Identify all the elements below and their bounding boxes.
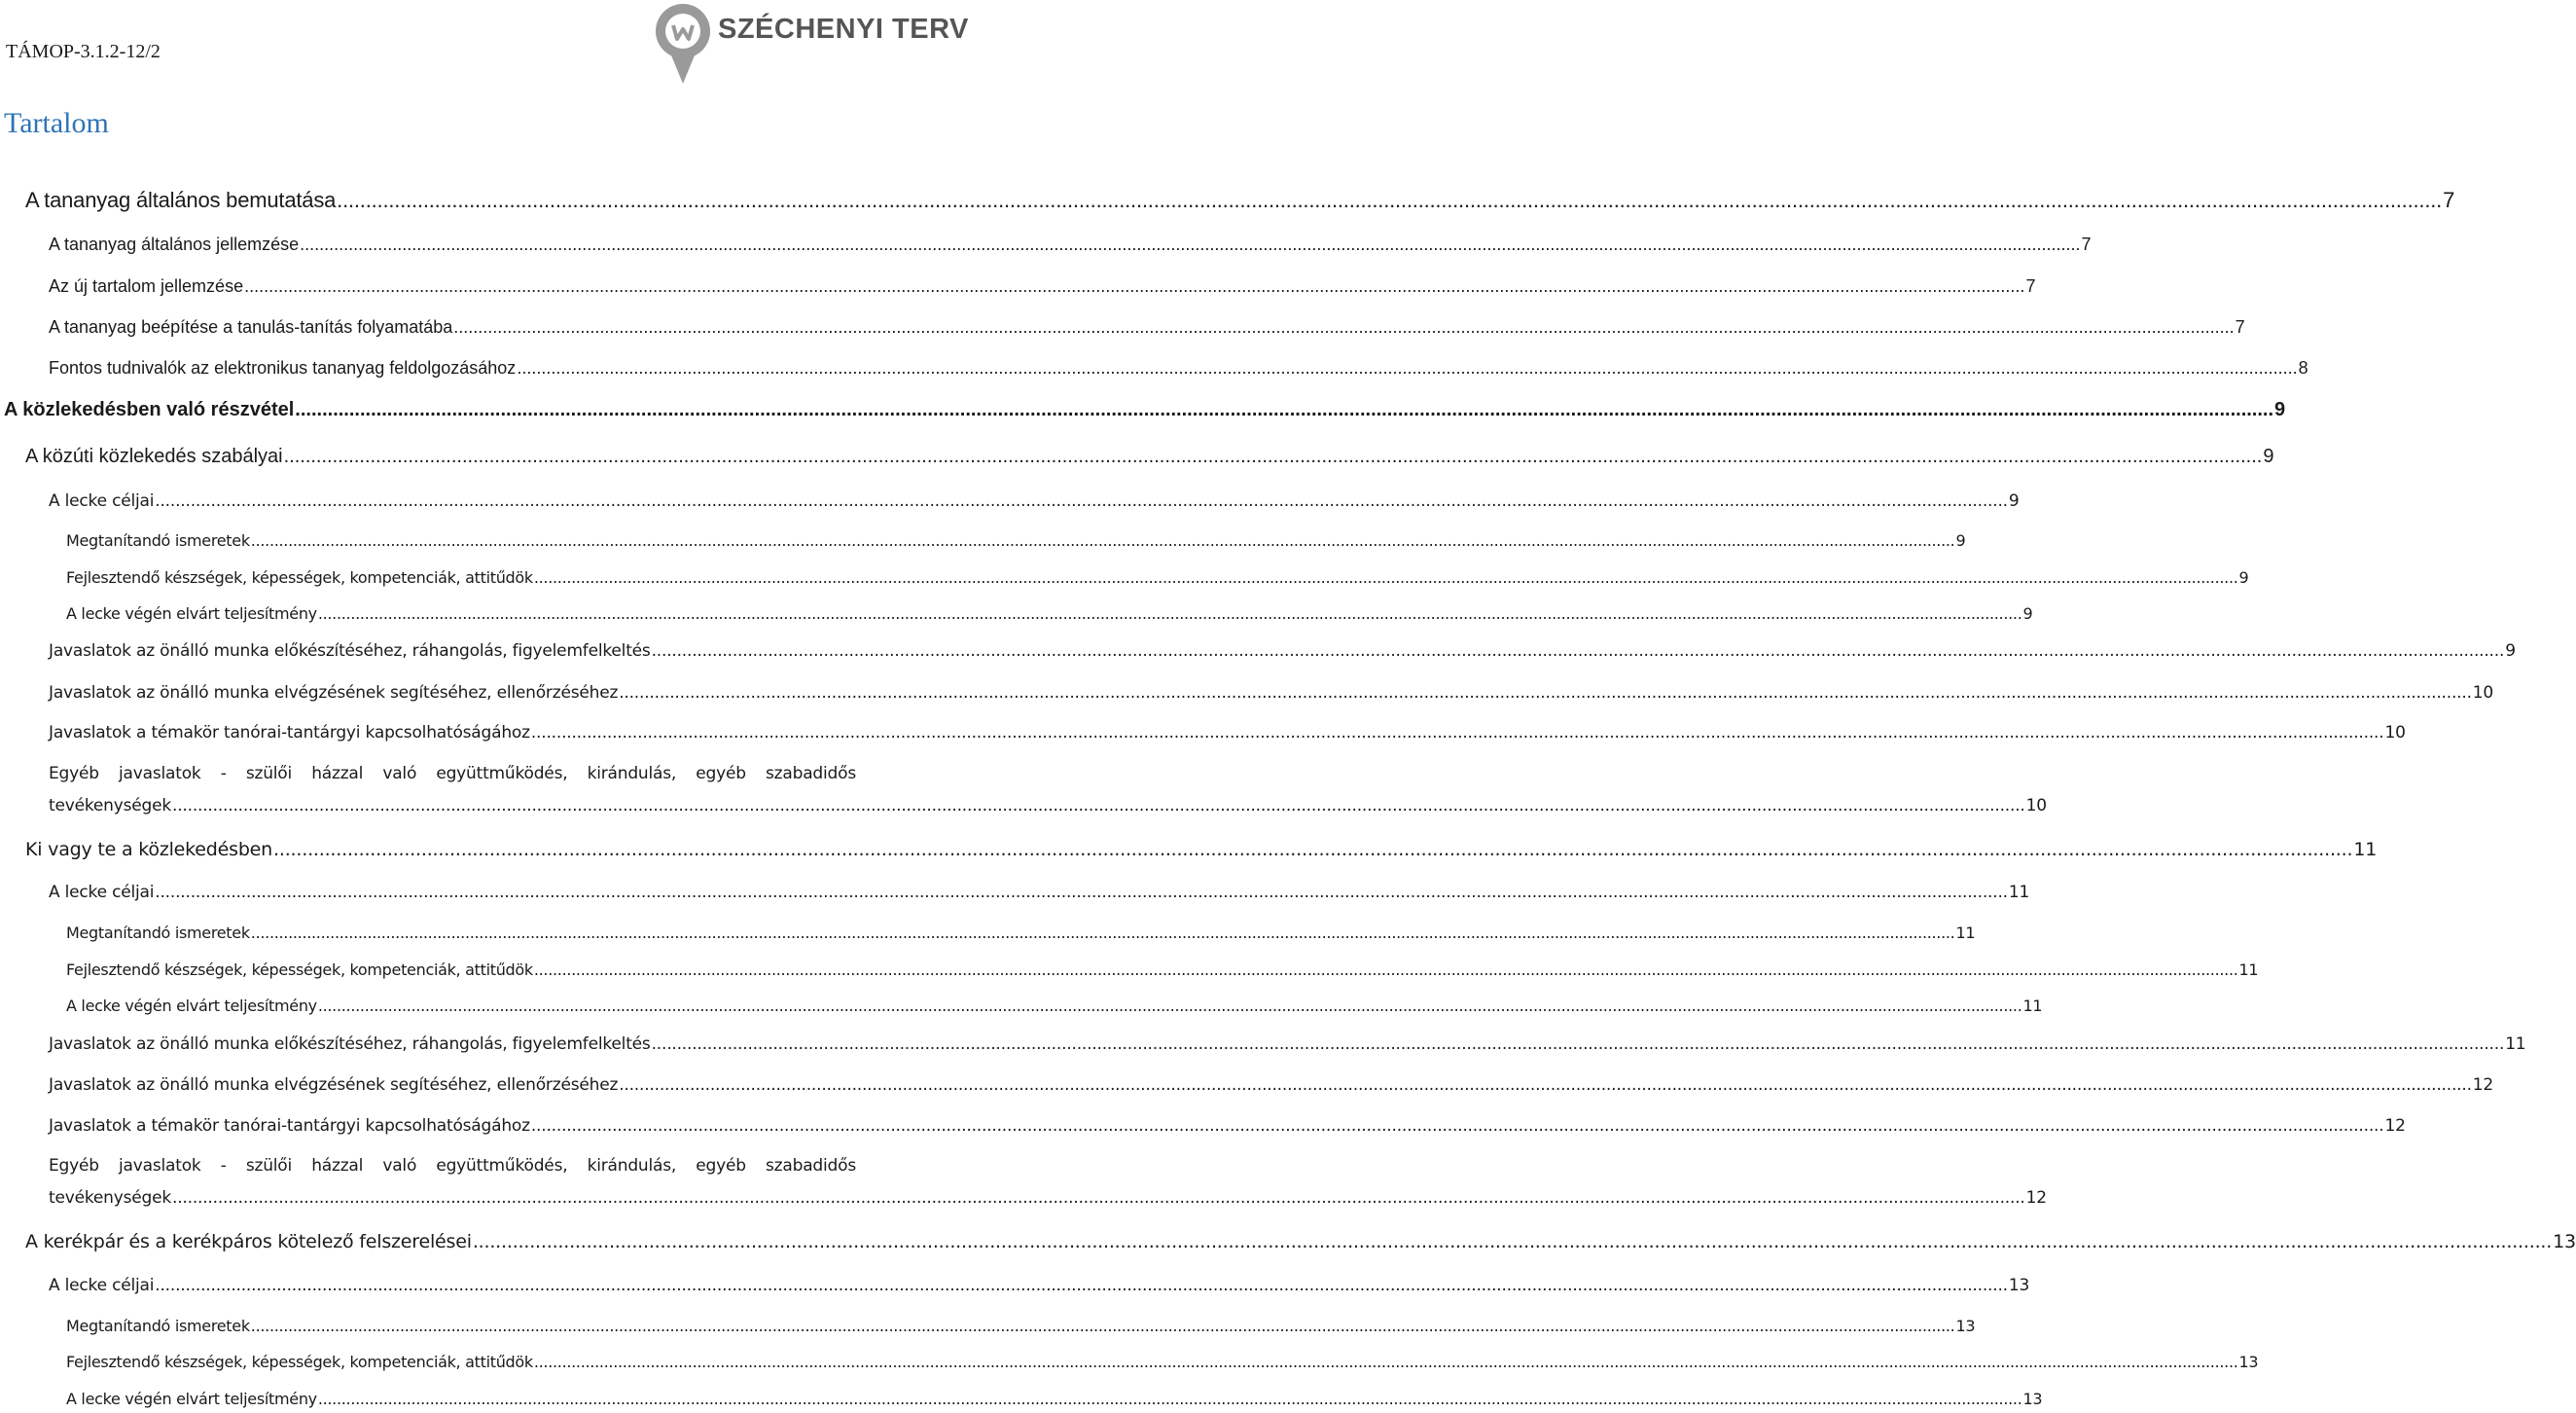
- toc-entry-level2-line1[interactable]: Egyéb javaslatok - szülői házzal való együttműködés, kirándulás, egyéb szabadidős: [49, 764, 856, 783]
- toc-entry-level2[interactable]: Fontos tudnivalók az elektronikus tananyag feldolgozásához ..... 8: [49, 358, 856, 379]
- toc-entry-level2[interactable]: A tananyag beépítése a tanulás-tanítás folyamatába ..... 7: [49, 317, 856, 338]
- toc-entry-level2[interactable]: Javaslatok az önálló munka elvégzésének segítéséhez, ellenőrzéséhez ..... 12: [49, 1075, 856, 1095]
- toc-entry-level3[interactable]: A lecke végén elvárt teljesítmény ..... 11: [66, 996, 856, 1015]
- toc-entry-level2[interactable]: A lecke céljai ..... 13: [49, 1276, 856, 1295]
- toc-entry-level1[interactable]: A kerékpár és a kerékpáros kötelező felszerelései ..... 13: [25, 1231, 856, 1252]
- toc-entry-level3[interactable]: Fejlesztendő készségek, képességek, kompetenciák, attitűdök ..... 11: [66, 960, 856, 979]
- toc-entry-level1[interactable]: A tananyag általános bemutatása ..... 7: [25, 188, 856, 213]
- toc-entry-level3[interactable]: Fejlesztendő készségek, képességek, kompetenciák, attitűdök ..... 9: [66, 568, 856, 587]
- toc-entry-level2-line2[interactable]: tevékenységek ..... 12: [49, 1188, 856, 1208]
- toc-entry-level2[interactable]: Javaslatok a témakör tanórai-tantárgyi kapcsolhatóságához ..... 10: [49, 723, 856, 743]
- toc-entry-level2-line2[interactable]: tevékenységek ..... 10: [49, 796, 856, 815]
- document-code: TÁMOP-3.1.2-12/2: [6, 41, 161, 62]
- toc-entry-level3[interactable]: Megtanítandó ismeretek ..... 9: [66, 531, 856, 550]
- toc-entry-level2[interactable]: Javaslatok az önálló munka előkészítéséhez, ráhangolás, figyelemfelkeltés ..... 11: [49, 1034, 856, 1054]
- toc-entry-level3[interactable]: Megtanítandó ismeretek ..... 13: [66, 1317, 856, 1335]
- toc-entry-level1[interactable]: Ki vagy te a közlekedésben ..... 11: [25, 839, 856, 860]
- logo-text: SZÉCHENYI TERV: [718, 14, 969, 45]
- toc-entry-level2[interactable]: Javaslatok az önálló munka elvégzésének segítéséhez, ellenőrzéséhez ..... 10: [49, 683, 856, 703]
- toc-entry-level2[interactable]: A tananyag általános jellemzése ..... 7: [49, 235, 856, 255]
- toc-entry-level2[interactable]: Az új tartalom jellemzése ..... 7: [49, 276, 856, 297]
- toc-entry-level2-line1[interactable]: Egyéb javaslatok - szülői házzal való együttműködés, kirándulás, egyéb szabadidős: [49, 1156, 856, 1176]
- toc-entry-level2[interactable]: Javaslatok az önálló munka előkészítéséhez, ráhangolás, figyelemfelkeltés ..... 9: [49, 641, 856, 661]
- toc-entry-level3[interactable]: A lecke végén elvárt teljesítmény ..... 13: [66, 1390, 856, 1408]
- toc-entry-level3[interactable]: Megtanítandó ismeretek ..... 11: [66, 924, 856, 942]
- toc-title: Tartalom: [4, 107, 109, 139]
- toc-entry-level3[interactable]: Fejlesztendő készségek, képességek, kompetenciák, attitűdök ..... 13: [66, 1353, 856, 1371]
- toc-entry-level2[interactable]: A lecke céljai ..... 9: [49, 491, 856, 511]
- toc-entry-chapter[interactable]: A közlekedésben való részvétel ..... 9: [4, 399, 856, 421]
- toc-entry-level1[interactable]: A közúti közlekedés szabályai ..... 9: [25, 446, 856, 468]
- toc-entry-level3[interactable]: A lecke végén elvárt teljesítmény ..... 9: [66, 604, 856, 623]
- toc-entry-level2[interactable]: A lecke céljai ..... 11: [49, 883, 856, 902]
- toc-entry-level2[interactable]: Javaslatok a témakör tanórai-tantárgyi kapcsolhatóságához ..... 12: [49, 1116, 856, 1136]
